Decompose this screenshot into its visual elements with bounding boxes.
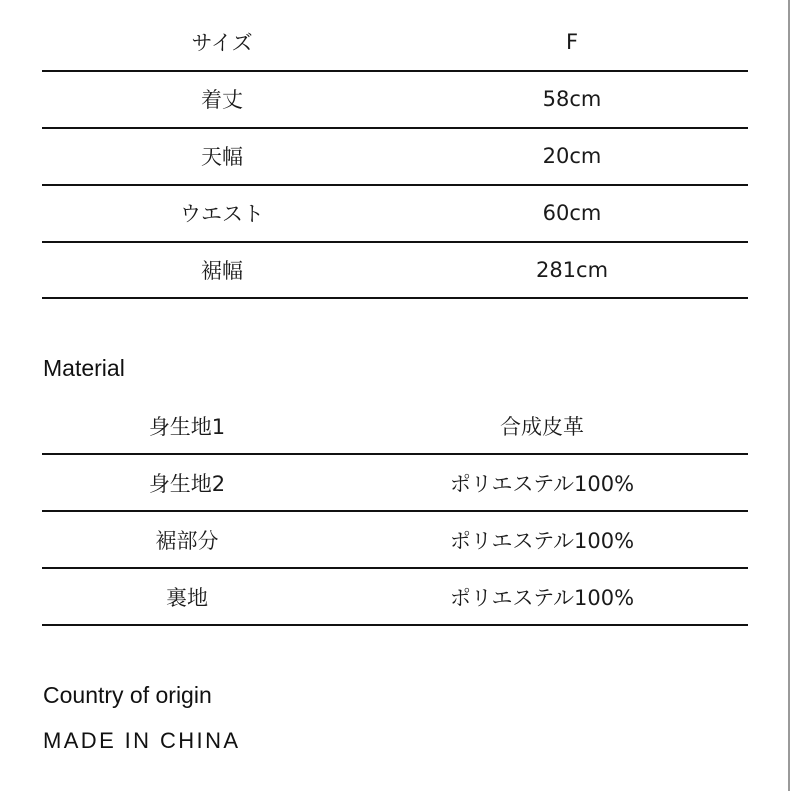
material-header-label: 身生地1 — [148, 415, 226, 439]
row-value: 20cm — [542, 144, 602, 168]
row-label: 着丈 — [201, 88, 243, 112]
origin-value: MADE IN CHINA — [43, 728, 241, 753]
material-table-header — [42, 398, 748, 454]
row-value: ポリエステル100% — [449, 472, 635, 496]
size-header-label: サイズ — [191, 31, 253, 55]
row-value: ポリエステル100% — [449, 529, 635, 553]
table-row — [42, 128, 748, 184]
material-title: Material — [43, 355, 125, 381]
table-row — [42, 569, 748, 625]
row-label: 裏地 — [166, 586, 208, 610]
table-row — [42, 512, 748, 568]
row-value: 281cm — [535, 258, 609, 282]
row-label: 天幅 — [201, 145, 243, 169]
origin-title: Country of origin — [43, 682, 212, 708]
table-row — [42, 242, 748, 298]
table-row — [42, 455, 748, 511]
material-header-value: 合成皮革 — [500, 415, 584, 439]
row-value: 60cm — [542, 201, 602, 225]
row-label: 身生地2 — [148, 472, 226, 496]
table-row — [42, 71, 748, 127]
row-label: 裾部分 — [155, 529, 219, 553]
row-label: 裾幅 — [201, 259, 243, 283]
divider — [42, 297, 748, 299]
right-border — [788, 0, 790, 791]
divider — [42, 624, 748, 626]
row-label: ウエスト — [180, 202, 264, 226]
row-value: 58cm — [542, 87, 602, 111]
size-table-header — [42, 14, 748, 70]
row-value: ポリエステル100% — [449, 586, 635, 610]
table-row — [42, 185, 748, 241]
size-header-value: F — [565, 30, 579, 54]
